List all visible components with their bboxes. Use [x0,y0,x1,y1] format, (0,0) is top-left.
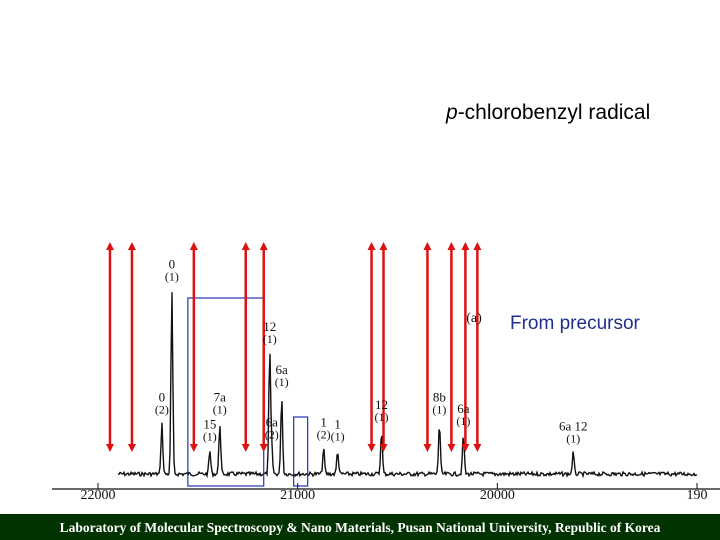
peak-label: 6a [275,362,288,377]
peak-label: 15 [203,416,217,432]
peak-label: 6a [457,401,470,416]
peak-label: 0 [158,389,166,405]
footer-text: Laboratory of Molecular Spectroscopy & Nano Materials, Pusan National University, Republic of Korea [59,520,661,535]
peak-label-count: (1) [164,269,179,284]
peak-label: 6a [265,414,278,430]
x-axis [52,483,720,503]
peak-label: 6a 12 [558,418,588,434]
peak-label-count: (2) [264,427,279,442]
peak-label-count: (2) [316,427,331,442]
peak-label: 1 [320,414,327,430]
peak-label-count: (1) [274,375,289,389]
peak-label-count: (1) [456,414,471,428]
peak-label-count: (1) [330,429,345,444]
peak-label-count: (1) [212,402,227,417]
peak-label-count: (1) [566,431,581,446]
peak-label: 0 [168,256,176,272]
box-layer [188,298,308,486]
peak-label-count: (1) [432,402,447,417]
x-tick-label: 190 [686,488,708,503]
peak-label-count: (2) [154,402,169,417]
x-tick-label: 20000 [479,488,515,503]
peak-label-count: (1) [374,410,389,425]
x-tick-label: 21000 [280,488,316,503]
peak-label: 12 [375,397,389,413]
peak-label: 8b [432,389,446,405]
trace-label: (a) [466,311,482,326]
precursor-label: From precursor [510,313,640,334]
peak-label: 7a [213,389,226,405]
footer-bar [0,514,720,540]
title-rest: -chlorobenzyl radical [457,101,651,124]
peak-label: 12 [263,319,277,335]
title-italic-prefix: p [446,101,458,124]
x-tick-label: 22000 [80,488,116,503]
peak-label: 1 [334,416,341,432]
peak-label-count: (1) [202,429,217,444]
peak-label-count: (1) [262,332,277,347]
